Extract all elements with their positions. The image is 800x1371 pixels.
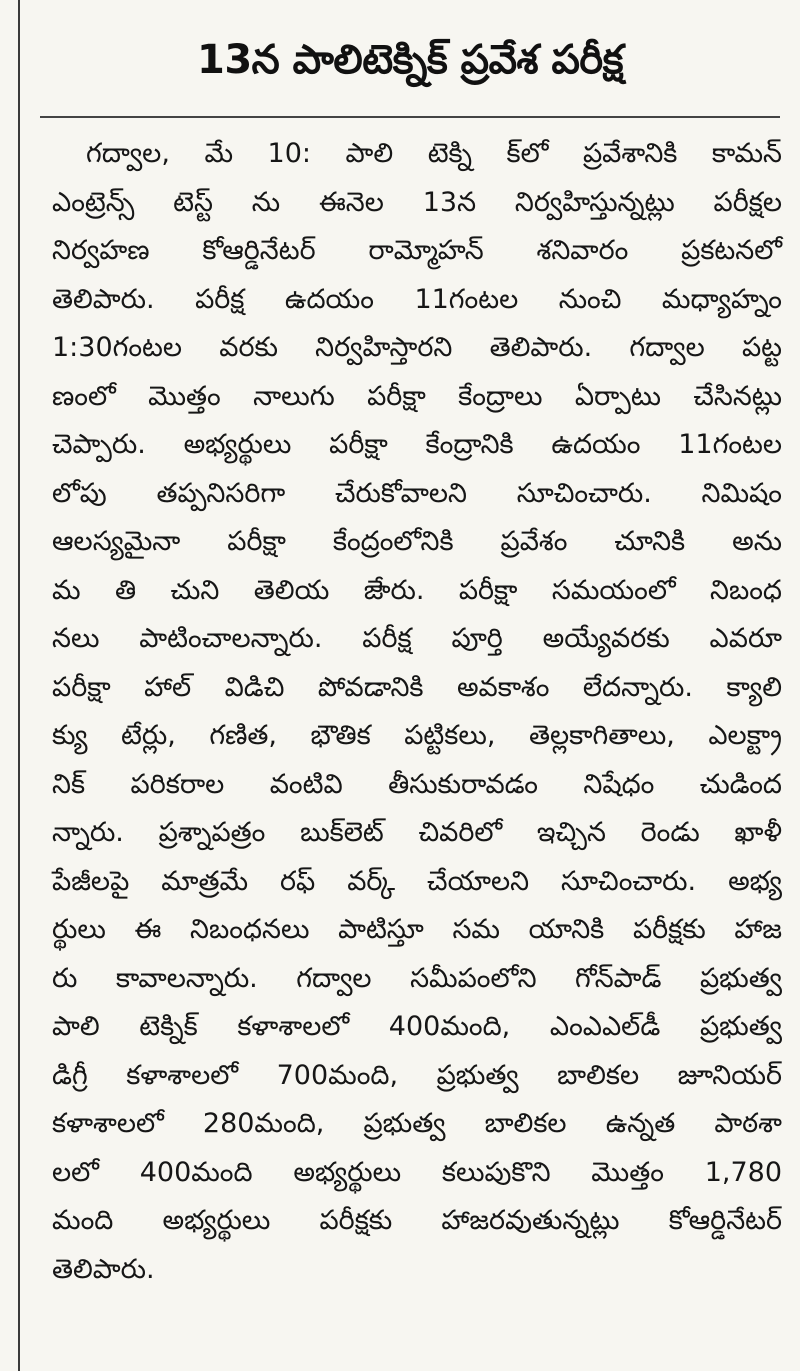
body-line: మ తి చుని తెలియ జేారు. పరీక్షా సమయంలో నిబంధ	[52, 574, 782, 606]
body-line: లలో 400మంది అభ్యర్థులు కలుపుకొని మొత్తం 1,780	[52, 1156, 782, 1188]
body-line: మంది అభ్యర్థులు పరీక్షకు హాజరవుతున్నట్లు కోఆర్డినేటర్	[52, 1205, 782, 1236]
body-line: నిర్వహణ కోఆర్డినేటర్ రామ్మోహన్ శనివారం ప్రకటనలో	[52, 235, 782, 266]
body-line: ఎంట్రెన్స్ టెస్ట్ ను ఈనెల 13న నిర్వహిస్తున్నట్లు పరీక్షల	[52, 186, 782, 218]
body-line: ఆలస్యమైనా పరీక్షా కేంద్రంలోనికి ప్రవేశం చూనికి అను	[52, 526, 782, 557]
body-line: గద్వాల, మే 10: పాలి టెక్ని క్‌లో ప్రవేశానికి కామన్	[86, 138, 782, 169]
body-line: డిగ్రీ కళాశాలలో 700మంది, ప్రభుత్వ బాలికల జూనియర్	[52, 1059, 782, 1091]
body-line: న్నారు. ప్రశ్నాపత్రం బుక్‌లెట్ చివరిలో ఇచ్చిన రెండు ఖాళీ	[52, 817, 782, 848]
headline-divider	[40, 116, 780, 118]
body-line: చెప్పారు. అభ్యర్థులు పరీక్షా కేంద్రానికి ఉదయం 11గంటల	[52, 429, 782, 460]
body-line: క్యు టేర్లు, గణిత, భౌతిక పట్టికలు, తెల్లకాగితాలు, ఎలక్ట్రా	[52, 720, 782, 751]
column-divider-rule	[18, 0, 20, 1371]
body-line: పాలి టెక్నిక్ కళాశాలలో 400మంది, ఎంఎఎల్‌డీ ప్రభుత్వ	[52, 1011, 782, 1042]
news-article	[40, 0, 780, 1371]
body-line: పేజీలపై మాత్రమే రఫ్ వర్క్ చేయాలని సూచించారు. అభ్య	[52, 865, 782, 897]
article-headline: 13న పాలిటెక్నిక్ ప్రవేశ పరీక్ష	[197, 37, 623, 83]
body-line: తెలిపారు. పరీక్ష ఉదయం 11గంటల నుంచి మధ్యాహ్నం	[52, 283, 782, 315]
body-line: ర్థులు ఈ నిబంధనలు పాటిస్తూ సమ యానికి పరీక్షకు హాజ	[52, 914, 782, 945]
body-line: ణంలో మొత్తం నాలుగు పరీక్షా కేంద్రాలు ఏర్పాటు చేసినట్లు	[52, 380, 782, 412]
body-line: తెలిపారు.	[52, 1253, 155, 1285]
body-line: రు కావాలన్నారు. గద్వాల సమీపంలోని గోన్‌పాడ్ ప్రభుత్వ	[52, 962, 782, 994]
body-line: నలు పాటించాలన్నారు. పరీక్ష పూర్తి అయ్యేవరకు ఎవరూ	[52, 623, 782, 654]
body-line: కళాశాలలో 280మంది, ప్రభుత్వ బాలికల ఉన్నత పాఠశా	[52, 1108, 782, 1139]
body-line: 1:30గంటల వరకు నిర్వహిస్తారని తెలిపారు. గద్వాల పట్ట	[52, 332, 782, 363]
article-body	[52, 130, 782, 1294]
body-line: పరీక్షా హాల్ విడిచి పోవడానికి అవకాశం లేదన్నారు. క్యాలి	[52, 671, 782, 703]
body-line: నిక్ పరికరాల వంటివి తీసుకురావడం నిషేధం చుడింద	[52, 768, 782, 800]
body-line: లోపు తప్పనిసరిగా చేరుకోవాలని సూచించారు. నిమిషం	[52, 477, 782, 509]
